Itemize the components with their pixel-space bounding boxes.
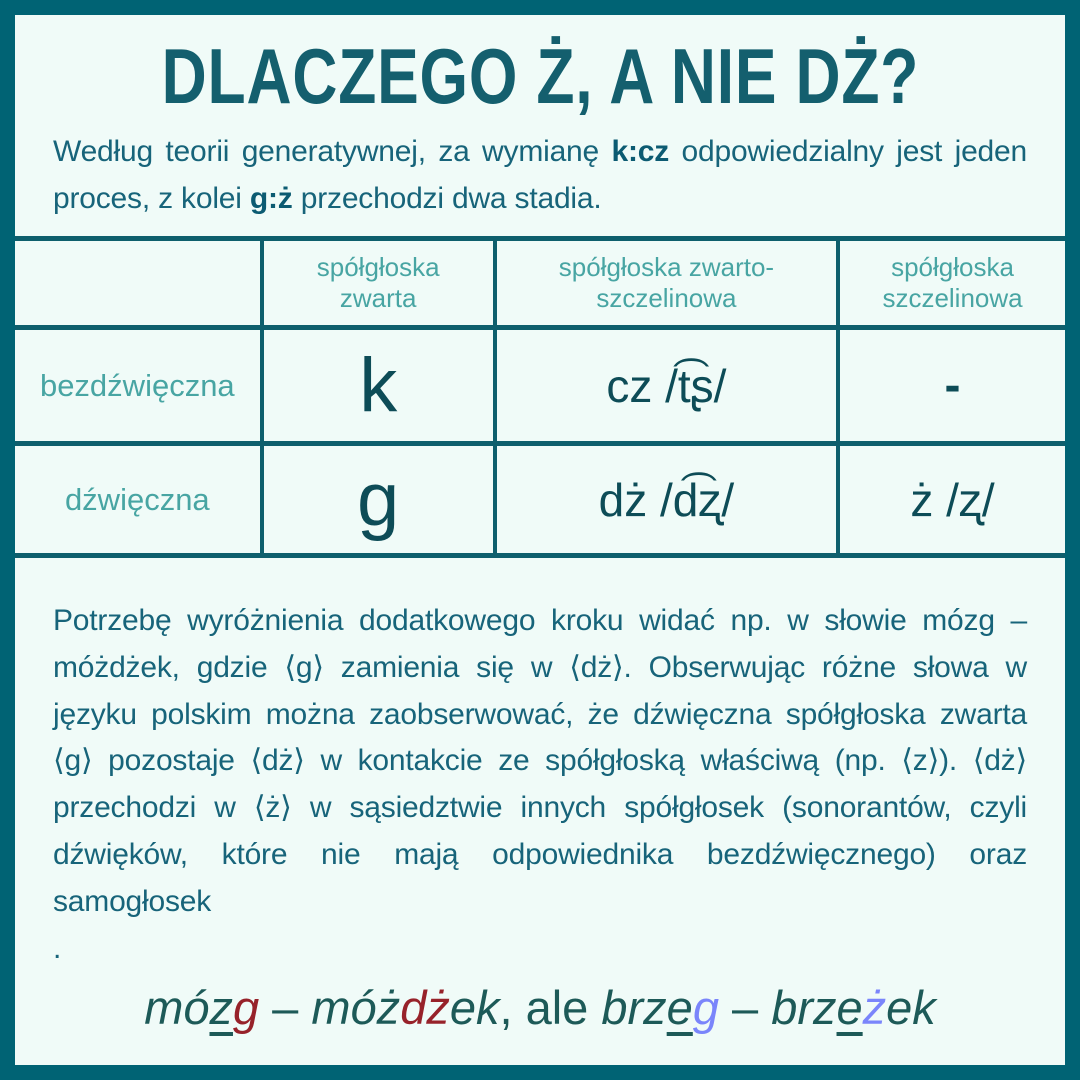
example-segment: dż: [400, 981, 450, 1035]
example-line: [15, 980, 1065, 1036]
table-cell-dash: -: [836, 325, 1065, 441]
example-segment: –: [718, 981, 772, 1035]
intro-bold-kcz: k:cz: [611, 135, 670, 168]
row-label-bezdzwieczna: bezdźwięczna: [15, 325, 260, 441]
example-segment: g: [692, 981, 719, 1035]
intro-text: przechodzi dwa stadia.: [292, 181, 602, 215]
table-header-zwarto-szczelinowa: spółgłoska zwarto-szczelinowa: [493, 241, 836, 325]
example-segment: , ale: [499, 981, 602, 1035]
example-segment: ż: [862, 981, 887, 1035]
table-cell-cz: cz /t͡ʂ/: [493, 325, 836, 441]
row-label-dzwieczna: dźwięczna: [15, 441, 260, 553]
example-segment: brz: [601, 981, 667, 1035]
table-cell-dz: dż /d͡ʐ/: [493, 441, 836, 553]
example-segment: brz: [771, 981, 837, 1035]
consonant-table: [15, 236, 1065, 558]
content-panel: [15, 15, 1065, 1065]
example-segment: ek: [886, 981, 936, 1035]
example-segment: móż: [311, 981, 401, 1035]
table-cell-z: ż /ʐ/: [836, 441, 1065, 553]
example-segment: ek: [449, 981, 500, 1035]
page-title: DLACZEGO Ż, A NIE DŻ?: [161, 32, 919, 120]
intro-text: Według teorii generatywnej, za wymianę: [53, 135, 612, 168]
table-cell-g: g: [260, 441, 493, 553]
table-header-zwarta: spółgłoska zwarta: [260, 241, 493, 325]
intro-text: odpowiedzialny jest jeden proces, z kolei: [53, 135, 1028, 215]
example-segment: mó: [144, 981, 210, 1035]
example-segment: z: [209, 981, 233, 1035]
table-cell-k: k: [260, 325, 493, 441]
example-segment: e: [836, 981, 863, 1035]
explanation-paragraph: Potrzebę wyróżnienia dodatkowego kroku widać np. w słowie mózg – móżdżek, gdzie ⟨g⟩ zamienia się w ⟨dż⟩. Obserwując różne słowa w języku polskim można zaobserwować, że dźwięczna spółgłoska zwarta ⟨g⟩ pozostaje ⟨dż⟩ w kontakcie ze spółgłoską właściwą (np. ⟨z⟩). ⟨dż⟩ przechodzi w ⟨ż⟩ w sąsiedztwie innych spółgłosek (sonorantów, czyli dźwięków, które nie mają odpowiednika bezdźwięcznego) oraz samogłosek: [53, 604, 1027, 918]
intro-bold-gz: g:ż: [249, 181, 293, 215]
example-segment: e: [666, 981, 693, 1035]
intro-paragraph: [53, 129, 1027, 222]
example-segment: –: [259, 981, 312, 1035]
example-segment: g: [232, 981, 260, 1035]
table-header-empty: [15, 241, 260, 325]
orphan-period: .: [53, 931, 62, 965]
table-header-szczelinowa: spółgłoska szczelinowa: [836, 241, 1065, 325]
title-wrap: [15, 32, 1065, 120]
